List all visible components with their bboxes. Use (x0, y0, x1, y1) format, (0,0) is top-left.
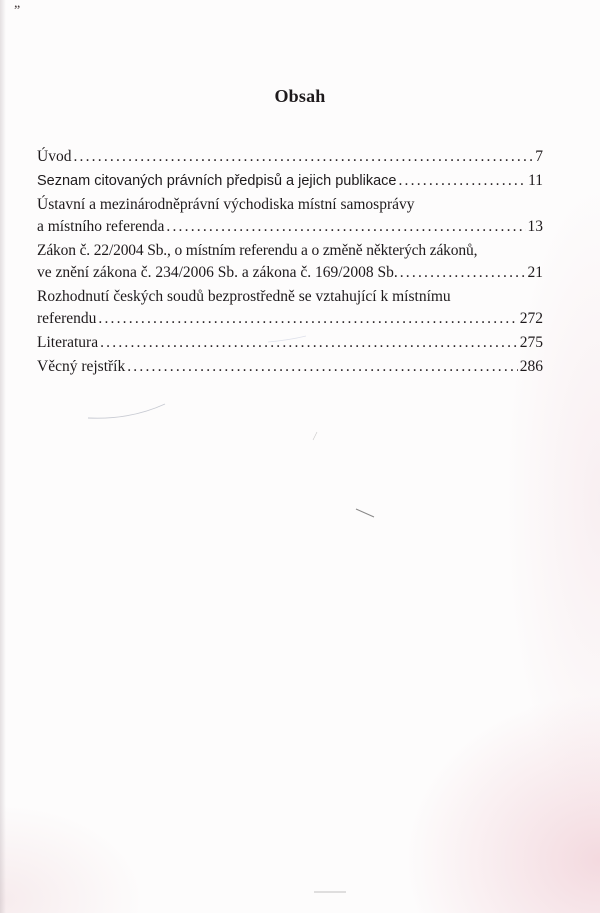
toc-entry-title: Ústavní a mezinárodněprávní východiska místní samosprávy (37, 196, 415, 213)
toc-page-number: 13 (527, 218, 543, 235)
toc-entry-seznam-predpisu[interactable] (37, 170, 543, 192)
toc-entry-title: Věcný rejstřík (37, 358, 126, 375)
dot-leader (398, 170, 526, 192)
toc-entry-uvod[interactable] (37, 146, 543, 168)
toc-entry-title: Zákon č. 22/2004 Sb., o místním referendu a o změně některých zákonů, (37, 242, 478, 259)
toc-page-number: 275 (519, 334, 543, 351)
toc-entry-ustavni-vychodiska[interactable] (37, 194, 543, 238)
toc-entry-title: Literatura (37, 334, 99, 351)
corner-mark: „ (14, 0, 21, 11)
toc-page-number: 286 (519, 358, 543, 375)
dot-leader (166, 216, 525, 238)
toc-page-number: 7 (535, 148, 543, 165)
show-through-bleed (410, 730, 560, 860)
toc-entry-vecny-rejstrik[interactable] (37, 356, 543, 378)
toc-entry-title-continued: referendu (37, 310, 97, 327)
toc-entry-title: Seznam citovaných právních předpisů a jejich publikace (37, 173, 397, 189)
toc-entry-title: Rozhodnutí českých soudů bezprostředně se vztahující k místnímu (37, 288, 451, 305)
toc-entry-zakon-22-2004[interactable] (37, 240, 543, 284)
toc-page-number: 11 (528, 172, 543, 189)
page-edge-shadow (0, 0, 6, 913)
toc-entry-title-continued: a místního referenda (37, 218, 165, 235)
toc-entry-literatura[interactable] (37, 332, 543, 354)
dot-leader (127, 356, 518, 378)
toc-title: Obsah (274, 86, 326, 106)
dot-leader (400, 262, 526, 284)
dot-leader (98, 308, 517, 330)
table-of-contents (37, 146, 543, 380)
toc-entry-rozhodnuti-soudu[interactable] (37, 286, 543, 330)
toc-page-number: 21 (527, 264, 543, 281)
toc-entry-title-continued: ve znění zákona č. 234/2006 Sb. a zákona č. 169/2008 Sb. (37, 264, 398, 281)
dot-leader (73, 146, 533, 168)
dot-leader (100, 332, 518, 354)
toc-entry-title: Úvod (37, 148, 72, 165)
toc-page-number: 272 (519, 310, 543, 327)
